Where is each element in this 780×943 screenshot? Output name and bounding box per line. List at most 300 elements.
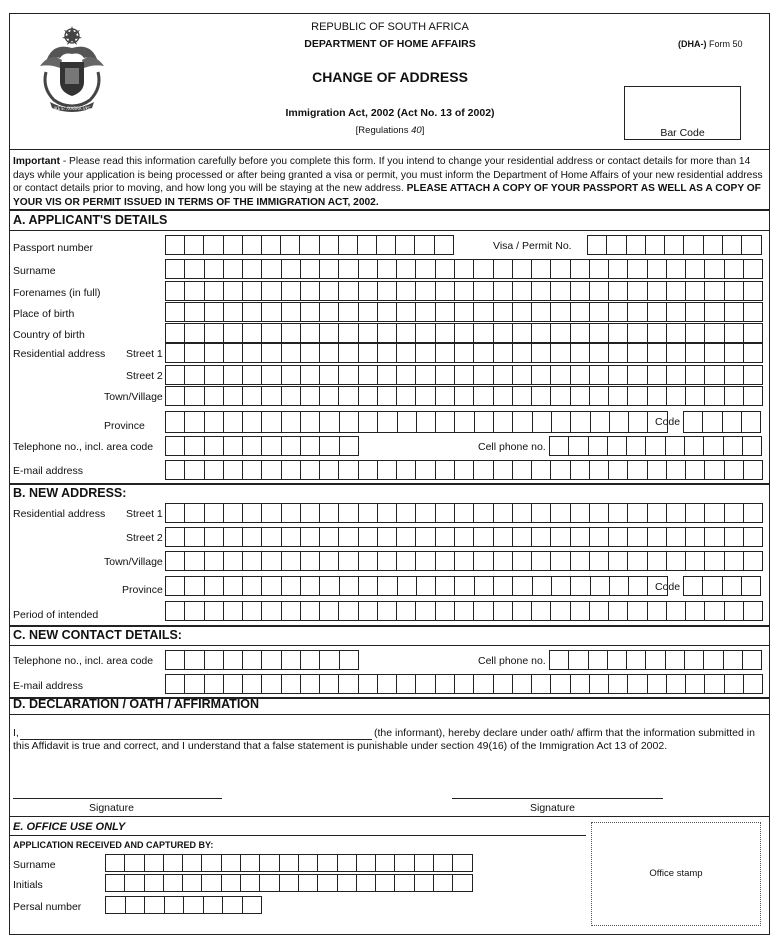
char-box[interactable] — [532, 323, 551, 343]
char-box[interactable] — [397, 302, 416, 322]
char-box[interactable] — [205, 601, 224, 621]
char-box[interactable] — [686, 259, 705, 279]
char-box[interactable] — [183, 874, 202, 892]
char-box[interactable] — [608, 650, 627, 670]
char-box[interactable] — [569, 436, 588, 456]
char-box[interactable] — [320, 235, 339, 255]
char-box[interactable] — [609, 527, 628, 547]
char-box[interactable] — [282, 436, 301, 456]
char-box[interactable] — [648, 551, 667, 571]
char-box[interactable] — [723, 235, 742, 255]
char-box[interactable] — [628, 601, 647, 621]
char-box[interactable] — [436, 576, 455, 596]
char-box[interactable] — [166, 365, 185, 385]
char-box[interactable] — [513, 323, 532, 343]
char-box[interactable] — [320, 601, 339, 621]
char-box[interactable] — [205, 259, 224, 279]
char-box[interactable] — [628, 323, 647, 343]
char-box[interactable] — [224, 551, 243, 571]
char-box[interactable] — [262, 302, 281, 322]
char-box[interactable] — [705, 386, 724, 406]
char-box[interactable] — [205, 281, 224, 301]
char-box[interactable] — [744, 365, 763, 385]
char-box[interactable] — [318, 854, 337, 872]
char-box[interactable] — [243, 551, 262, 571]
char-box[interactable] — [301, 386, 320, 406]
char-box[interactable] — [532, 551, 551, 571]
char-box[interactable] — [513, 460, 532, 480]
char-box[interactable] — [260, 874, 279, 892]
char-box[interactable] — [474, 343, 493, 363]
char-box[interactable] — [378, 674, 397, 694]
char-box[interactable] — [320, 343, 339, 363]
char-box[interactable] — [648, 259, 667, 279]
char-box[interactable] — [359, 365, 378, 385]
char-box[interactable] — [224, 235, 243, 255]
char-box[interactable] — [571, 601, 590, 621]
char-box[interactable] — [243, 281, 262, 301]
char-box[interactable] — [552, 576, 571, 596]
char-box[interactable] — [609, 460, 628, 480]
char-box[interactable] — [262, 551, 281, 571]
char-box[interactable] — [455, 411, 474, 433]
char-box[interactable] — [436, 259, 455, 279]
char-box[interactable] — [145, 874, 164, 892]
char-box[interactable] — [320, 281, 339, 301]
char-box[interactable] — [243, 259, 262, 279]
char-box[interactable] — [571, 386, 590, 406]
char-box[interactable] — [648, 281, 667, 301]
char-box[interactable] — [282, 674, 301, 694]
char-box[interactable] — [648, 674, 667, 694]
char-box[interactable] — [262, 259, 281, 279]
char-box[interactable] — [205, 503, 224, 523]
char-box[interactable] — [436, 343, 455, 363]
char-box[interactable] — [359, 576, 378, 596]
char-box[interactable] — [185, 259, 204, 279]
char-box[interactable] — [320, 650, 339, 670]
char-box[interactable] — [416, 674, 435, 694]
char-box[interactable] — [224, 411, 243, 433]
char-box[interactable] — [243, 343, 262, 363]
char-box[interactable] — [205, 551, 224, 571]
char-box[interactable] — [725, 259, 744, 279]
char-box[interactable] — [648, 601, 667, 621]
char-box[interactable] — [590, 601, 609, 621]
char-box[interactable] — [301, 323, 320, 343]
char-box[interactable] — [262, 576, 281, 596]
passport-number-field[interactable] — [165, 235, 454, 255]
char-box[interactable] — [686, 503, 705, 523]
char-box[interactable] — [590, 386, 609, 406]
email-field[interactable] — [165, 460, 763, 480]
char-box[interactable] — [416, 343, 435, 363]
char-box[interactable] — [667, 302, 686, 322]
char-box[interactable] — [222, 854, 241, 872]
char-box[interactable] — [608, 436, 627, 456]
char-box[interactable] — [205, 365, 224, 385]
char-box[interactable] — [378, 503, 397, 523]
char-box[interactable] — [282, 302, 301, 322]
char-box[interactable] — [125, 874, 144, 892]
char-box[interactable] — [262, 281, 281, 301]
char-box[interactable] — [416, 302, 435, 322]
char-box[interactable] — [126, 896, 146, 914]
char-box[interactable] — [301, 460, 320, 480]
char-box[interactable] — [685, 436, 704, 456]
char-box[interactable] — [686, 601, 705, 621]
char-box[interactable] — [494, 411, 513, 433]
char-box[interactable] — [318, 874, 337, 892]
char-box[interactable] — [205, 576, 224, 596]
char-box[interactable] — [532, 302, 551, 322]
street2-field[interactable] — [165, 365, 763, 385]
char-box[interactable] — [532, 259, 551, 279]
char-box[interactable] — [416, 601, 435, 621]
char-box[interactable] — [590, 343, 609, 363]
char-box[interactable] — [686, 281, 705, 301]
char-box[interactable] — [320, 551, 339, 571]
char-box[interactable] — [667, 460, 686, 480]
char-box[interactable] — [744, 323, 763, 343]
char-box[interactable] — [725, 365, 744, 385]
char-box[interactable] — [185, 503, 204, 523]
char-box[interactable] — [742, 576, 761, 596]
char-box[interactable] — [359, 551, 378, 571]
char-box[interactable] — [320, 365, 339, 385]
surname-field[interactable] — [165, 259, 763, 279]
char-box[interactable] — [684, 411, 703, 433]
char-box[interactable] — [282, 460, 301, 480]
char-box[interactable] — [532, 503, 551, 523]
char-box[interactable] — [416, 386, 435, 406]
char-box[interactable] — [589, 436, 608, 456]
char-box[interactable] — [301, 551, 320, 571]
char-box[interactable] — [590, 365, 609, 385]
char-box[interactable] — [455, 674, 474, 694]
char-box[interactable] — [725, 460, 744, 480]
char-box[interactable] — [205, 386, 224, 406]
char-box[interactable] — [705, 281, 724, 301]
char-box[interactable] — [164, 874, 183, 892]
char-box[interactable] — [474, 281, 493, 301]
char-box[interactable] — [474, 386, 493, 406]
char-box[interactable] — [301, 411, 320, 433]
char-box[interactable] — [569, 650, 588, 670]
char-box[interactable] — [513, 259, 532, 279]
char-box[interactable] — [628, 460, 647, 480]
char-box[interactable] — [205, 323, 224, 343]
char-box[interactable] — [166, 674, 185, 694]
char-box[interactable] — [628, 551, 647, 571]
persal-field[interactable] — [105, 896, 262, 914]
char-box[interactable] — [705, 460, 724, 480]
char-box[interactable] — [436, 460, 455, 480]
char-box[interactable] — [494, 343, 513, 363]
char-box[interactable] — [378, 365, 397, 385]
char-box[interactable] — [262, 674, 281, 694]
char-box[interactable] — [513, 601, 532, 621]
char-box[interactable] — [453, 854, 472, 872]
char-box[interactable] — [416, 365, 435, 385]
char-box[interactable] — [744, 460, 763, 480]
char-box[interactable] — [513, 503, 532, 523]
new-code-field[interactable] — [683, 576, 761, 596]
char-box[interactable] — [282, 386, 301, 406]
char-box[interactable] — [243, 674, 262, 694]
signature-line-right[interactable] — [452, 798, 663, 799]
char-box[interactable] — [551, 323, 570, 343]
char-box[interactable] — [378, 259, 397, 279]
char-box[interactable] — [185, 323, 204, 343]
char-box[interactable] — [282, 601, 301, 621]
char-box[interactable] — [494, 576, 513, 596]
char-box[interactable] — [571, 411, 590, 433]
char-box[interactable] — [320, 576, 339, 596]
char-box[interactable] — [436, 281, 455, 301]
char-box[interactable] — [494, 674, 513, 694]
char-box[interactable] — [436, 365, 455, 385]
char-box[interactable] — [166, 259, 185, 279]
period-field[interactable] — [165, 601, 763, 621]
char-box[interactable] — [224, 259, 243, 279]
char-box[interactable] — [609, 503, 628, 523]
char-box[interactable] — [551, 527, 570, 547]
char-box[interactable] — [474, 503, 493, 523]
char-box[interactable] — [705, 259, 724, 279]
char-box[interactable] — [494, 527, 513, 547]
province-field[interactable] — [165, 411, 668, 433]
char-box[interactable] — [106, 896, 126, 914]
char-box[interactable] — [397, 365, 416, 385]
char-box[interactable] — [705, 601, 724, 621]
char-box[interactable] — [436, 323, 455, 343]
char-box[interactable] — [551, 343, 570, 363]
char-box[interactable] — [551, 460, 570, 480]
char-box[interactable] — [474, 527, 493, 547]
char-box[interactable] — [222, 874, 241, 892]
char-box[interactable] — [243, 411, 262, 433]
char-box[interactable] — [299, 874, 318, 892]
char-box[interactable] — [494, 323, 513, 343]
char-box[interactable] — [686, 551, 705, 571]
char-box[interactable] — [415, 235, 434, 255]
char-box[interactable] — [262, 343, 281, 363]
char-box[interactable] — [340, 411, 359, 433]
char-box[interactable] — [339, 386, 358, 406]
char-box[interactable] — [320, 259, 339, 279]
char-box[interactable] — [166, 302, 185, 322]
char-box[interactable] — [436, 674, 455, 694]
char-box[interactable] — [571, 281, 590, 301]
char-box[interactable] — [628, 674, 647, 694]
char-box[interactable] — [725, 601, 744, 621]
char-box[interactable] — [589, 650, 608, 670]
char-box[interactable] — [224, 281, 243, 301]
char-box[interactable] — [455, 343, 474, 363]
char-box[interactable] — [532, 460, 551, 480]
char-box[interactable] — [262, 436, 281, 456]
char-box[interactable] — [417, 411, 436, 433]
char-box[interactable] — [455, 551, 474, 571]
char-box[interactable] — [648, 343, 667, 363]
char-box[interactable] — [703, 576, 722, 596]
char-box[interactable] — [416, 281, 435, 301]
char-box[interactable] — [395, 874, 414, 892]
char-box[interactable] — [494, 551, 513, 571]
char-box[interactable] — [262, 323, 281, 343]
char-box[interactable] — [320, 323, 339, 343]
char-box[interactable] — [359, 527, 378, 547]
char-box[interactable] — [590, 259, 609, 279]
char-box[interactable] — [494, 259, 513, 279]
new-email-field[interactable] — [165, 674, 763, 694]
char-box[interactable] — [686, 302, 705, 322]
char-box[interactable] — [224, 601, 243, 621]
char-box[interactable] — [224, 436, 243, 456]
char-box[interactable] — [166, 601, 185, 621]
char-box[interactable] — [185, 235, 204, 255]
char-box[interactable] — [339, 302, 358, 322]
char-box[interactable] — [627, 436, 646, 456]
char-box[interactable] — [743, 650, 762, 670]
char-box[interactable] — [166, 551, 185, 571]
char-box[interactable] — [185, 460, 204, 480]
char-box[interactable] — [166, 527, 185, 547]
char-box[interactable] — [532, 365, 551, 385]
char-box[interactable] — [453, 874, 472, 892]
char-box[interactable] — [202, 874, 221, 892]
char-box[interactable] — [725, 386, 744, 406]
char-box[interactable] — [166, 503, 185, 523]
char-box[interactable] — [743, 436, 762, 456]
char-box[interactable] — [667, 674, 686, 694]
char-box[interactable] — [667, 527, 686, 547]
char-box[interactable] — [628, 365, 647, 385]
char-box[interactable] — [455, 259, 474, 279]
char-box[interactable] — [588, 235, 607, 255]
char-box[interactable] — [455, 302, 474, 322]
char-box[interactable] — [185, 281, 204, 301]
char-box[interactable] — [725, 343, 744, 363]
new-cell-field[interactable] — [549, 650, 762, 670]
char-box[interactable] — [434, 854, 453, 872]
char-box[interactable] — [494, 460, 513, 480]
char-box[interactable] — [185, 527, 204, 547]
char-box[interactable] — [474, 323, 493, 343]
char-box[interactable] — [513, 527, 532, 547]
char-box[interactable] — [378, 601, 397, 621]
char-box[interactable] — [704, 235, 723, 255]
new-province-field[interactable] — [165, 576, 668, 596]
char-box[interactable] — [609, 323, 628, 343]
char-box[interactable] — [378, 576, 397, 596]
char-box[interactable] — [416, 259, 435, 279]
char-box[interactable] — [320, 302, 339, 322]
char-box[interactable] — [610, 576, 629, 596]
char-box[interactable] — [166, 436, 185, 456]
char-box[interactable] — [436, 302, 455, 322]
char-box[interactable] — [533, 411, 552, 433]
char-box[interactable] — [494, 281, 513, 301]
char-box[interactable] — [455, 576, 474, 596]
char-box[interactable] — [744, 281, 763, 301]
char-box[interactable] — [282, 281, 301, 301]
char-box[interactable] — [357, 874, 376, 892]
char-box[interactable] — [551, 503, 570, 523]
char-box[interactable] — [262, 386, 281, 406]
char-box[interactable] — [166, 235, 185, 255]
char-box[interactable] — [340, 436, 359, 456]
char-box[interactable] — [338, 874, 357, 892]
char-box[interactable] — [571, 576, 590, 596]
char-box[interactable] — [742, 235, 761, 255]
char-box[interactable] — [455, 323, 474, 343]
char-box[interactable] — [359, 343, 378, 363]
char-box[interactable] — [282, 551, 301, 571]
char-box[interactable] — [725, 302, 744, 322]
char-box[interactable] — [378, 343, 397, 363]
signature-line-left[interactable] — [13, 798, 222, 799]
char-box[interactable] — [359, 503, 378, 523]
char-box[interactable] — [551, 601, 570, 621]
char-box[interactable] — [397, 323, 416, 343]
char-box[interactable] — [243, 436, 262, 456]
char-box[interactable] — [742, 411, 761, 433]
char-box[interactable] — [166, 323, 185, 343]
char-box[interactable] — [340, 650, 359, 670]
char-box[interactable] — [224, 460, 243, 480]
char-box[interactable] — [550, 650, 569, 670]
char-box[interactable] — [301, 259, 320, 279]
char-box[interactable] — [280, 874, 299, 892]
char-box[interactable] — [648, 503, 667, 523]
char-box[interactable] — [590, 302, 609, 322]
char-box[interactable] — [205, 436, 224, 456]
char-box[interactable] — [166, 576, 185, 596]
char-box[interactable] — [166, 343, 185, 363]
char-box[interactable] — [262, 601, 281, 621]
char-box[interactable] — [571, 527, 590, 547]
char-box[interactable] — [744, 601, 763, 621]
char-box[interactable] — [436, 411, 455, 433]
char-box[interactable] — [301, 365, 320, 385]
char-box[interactable] — [145, 854, 164, 872]
char-box[interactable] — [725, 551, 744, 571]
char-box[interactable] — [359, 259, 378, 279]
char-box[interactable] — [301, 302, 320, 322]
char-box[interactable] — [436, 527, 455, 547]
char-box[interactable] — [686, 674, 705, 694]
char-box[interactable] — [282, 411, 301, 433]
telephone-field[interactable] — [165, 436, 359, 456]
char-box[interactable] — [571, 343, 590, 363]
char-box[interactable] — [628, 343, 647, 363]
char-box[interactable] — [243, 460, 262, 480]
char-box[interactable] — [744, 343, 763, 363]
forenames-field[interactable] — [165, 281, 763, 301]
char-box[interactable] — [224, 503, 243, 523]
char-box[interactable] — [165, 896, 185, 914]
char-box[interactable] — [378, 323, 397, 343]
char-box[interactable] — [474, 460, 493, 480]
char-box[interactable] — [320, 674, 339, 694]
char-box[interactable] — [494, 302, 513, 322]
char-box[interactable] — [224, 343, 243, 363]
char-box[interactable] — [339, 259, 358, 279]
char-box[interactable] — [571, 551, 590, 571]
char-box[interactable] — [609, 259, 628, 279]
